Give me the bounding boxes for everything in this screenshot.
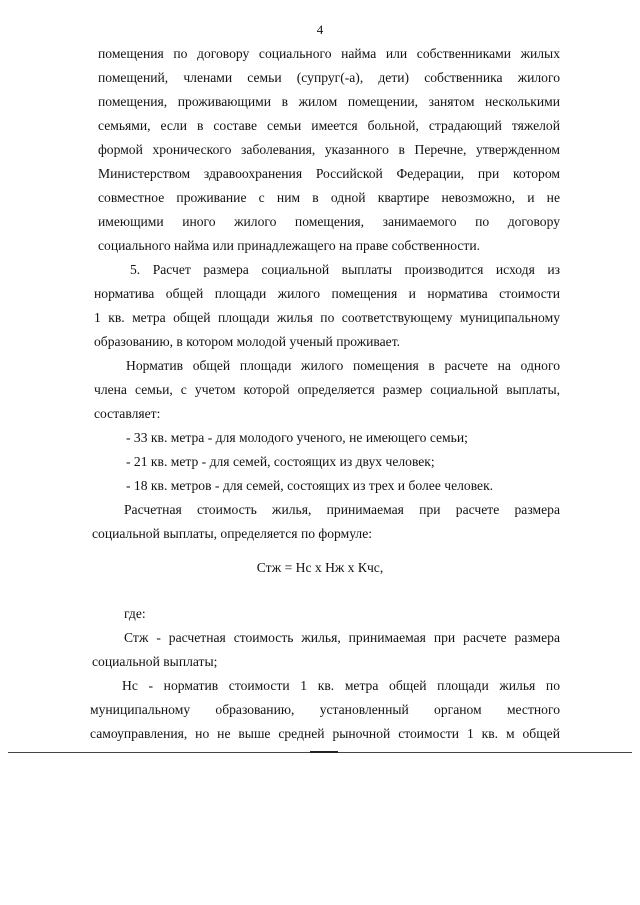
- text-line: помещения, проживающими в жилом помещении, занятом несколькими: [98, 94, 560, 109]
- text-line: совместное проживание с ним в одной квартире невозможно, и не: [98, 190, 560, 205]
- text-line: норматива общей площади жилого помещения и норматива стоимости: [94, 286, 560, 301]
- text-line: формой хронического заболевания, указанного в Перечне, утвержденном: [98, 142, 560, 157]
- text-line: Министерством здравоохранения Российской Федерации, при котором: [98, 166, 560, 181]
- page-number: 4: [316, 22, 324, 37]
- text-line: образованию, в котором молодой ученый проживает.: [94, 334, 401, 349]
- list-item: - 21 кв. метр - для семей, состоящих из двух человек;: [126, 454, 435, 469]
- text-line: помещения по договору социального найма или собственниками жилых: [98, 46, 560, 61]
- footer-rule: [8, 752, 310, 753]
- text-line: социального найма или принадлежащего на праве собственности.: [98, 238, 481, 253]
- text-line: Стж - расчетная стоимость жилья, принимаемая при расчете размера: [124, 630, 560, 645]
- list-item: - 18 кв. метров - для семей, состоящих из трех и более человек.: [126, 478, 494, 493]
- text-line: составляет:: [94, 406, 161, 421]
- text-line: 5. Расчет размера социальной выплаты производится исходя из: [130, 262, 560, 277]
- text-line: Расчетная стоимость жилья, принимаемая при расчете размера: [124, 502, 560, 517]
- text-line: 1 кв. метра общей площади жилья по соответствующему муниципальному: [94, 310, 560, 325]
- text-line: Нс - норматив стоимости 1 кв. метра общей площади жилья по: [122, 678, 560, 693]
- footer-rule: [338, 752, 632, 753]
- text-line: самоуправления, но не выше средней рыночной стоимости 1 кв. м общей: [90, 726, 560, 741]
- footer-rule: [310, 751, 338, 753]
- text-line: социальной выплаты;: [92, 654, 218, 669]
- text-line: где:: [124, 606, 146, 621]
- text-line: Норматив общей площади жилого помещения в расчете на одного: [126, 358, 560, 373]
- text-line: имеющими иного жилого помещения, занимаемого по договору: [98, 214, 560, 229]
- text-line: социальной выплаты, определяется по формуле:: [92, 526, 373, 541]
- text-line: семьями, если в составе семьи имеется больной, страдающий тяжелой: [98, 118, 560, 133]
- text-line: члена семьи, с учетом которой определяется размер социальной выплаты,: [94, 382, 560, 397]
- formula: Стж = Нс х Нж х Кчс,: [256, 560, 384, 575]
- text-line: помещений, членами семьи (супруг(-а), дети) собственника жилого: [98, 70, 560, 85]
- text-line: муниципальному образованию, установленный органом местного: [90, 702, 560, 717]
- list-item: - 33 кв. метра - для молодого ученого, не имеющего семьи;: [126, 430, 468, 445]
